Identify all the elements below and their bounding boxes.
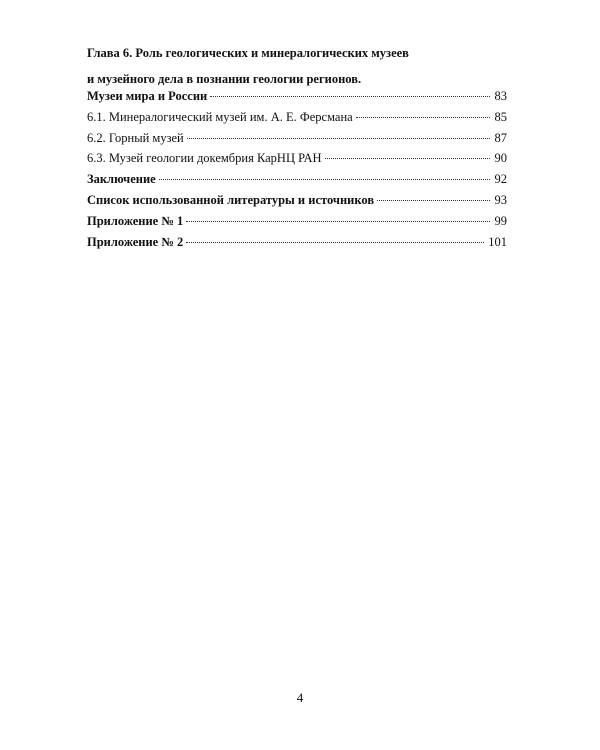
toc-entry-mining-museum[interactable] xyxy=(87,128,507,149)
toc-leader-dots xyxy=(377,200,490,201)
toc-entry-page: 99 xyxy=(494,213,507,228)
toc-leader-dots xyxy=(186,221,490,222)
toc-entry-museums-world-russia[interactable] xyxy=(87,86,507,107)
toc-entry-bibliography[interactable] xyxy=(87,190,507,211)
toc-entry-title: Приложение № 1 xyxy=(87,213,184,228)
toc-entry-fersman-museum[interactable] xyxy=(87,107,507,128)
toc-entry-title: 6.3. Музей геологии докембрия КарНЦ РАН xyxy=(87,151,322,166)
toc-entry-page: 87 xyxy=(494,130,507,145)
toc-entry-title: Приложение № 2 xyxy=(87,234,184,249)
table-of-contents xyxy=(87,86,507,252)
page-number: 4 xyxy=(296,690,304,705)
toc-leader-dots xyxy=(186,242,484,243)
chapter-heading-line-2: и музейного дела в познании геологии регионов. xyxy=(87,72,362,86)
chapter-heading-line-1: Глава 6. Роль геологических и минералогических музеев xyxy=(87,46,409,60)
toc-entry-page: 83 xyxy=(494,89,507,103)
toc-entry-page: 101 xyxy=(488,234,507,249)
toc-leader-dots xyxy=(159,179,490,180)
toc-leader-dots xyxy=(356,117,490,118)
toc-entry-page: 93 xyxy=(494,192,507,207)
toc-entry-page: 85 xyxy=(494,109,507,124)
toc-entry-title: Музеи мира и России xyxy=(87,89,208,103)
toc-entry-title: Список использованной литературы и источников xyxy=(87,192,375,207)
chapter-heading xyxy=(87,40,527,92)
toc-leader-dots xyxy=(325,158,490,159)
toc-leader-dots xyxy=(210,96,490,97)
toc-entry-appendix-2[interactable] xyxy=(87,232,507,253)
toc-entry-title: Заключение xyxy=(87,172,156,187)
toc-entry-title: 6.2. Горный музей xyxy=(87,130,184,145)
toc-entry-title: 6.1. Минералогический музей им. А. Е. Ферсмана xyxy=(87,109,353,124)
toc-entry-appendix-1[interactable] xyxy=(87,211,507,232)
toc-leader-dots xyxy=(187,138,490,139)
toc-entry-precambrian-museum[interactable] xyxy=(87,148,507,169)
toc-entry-page: 92 xyxy=(494,172,507,187)
toc-entry-page: 90 xyxy=(494,151,507,166)
toc-entry-conclusion[interactable] xyxy=(87,169,507,190)
